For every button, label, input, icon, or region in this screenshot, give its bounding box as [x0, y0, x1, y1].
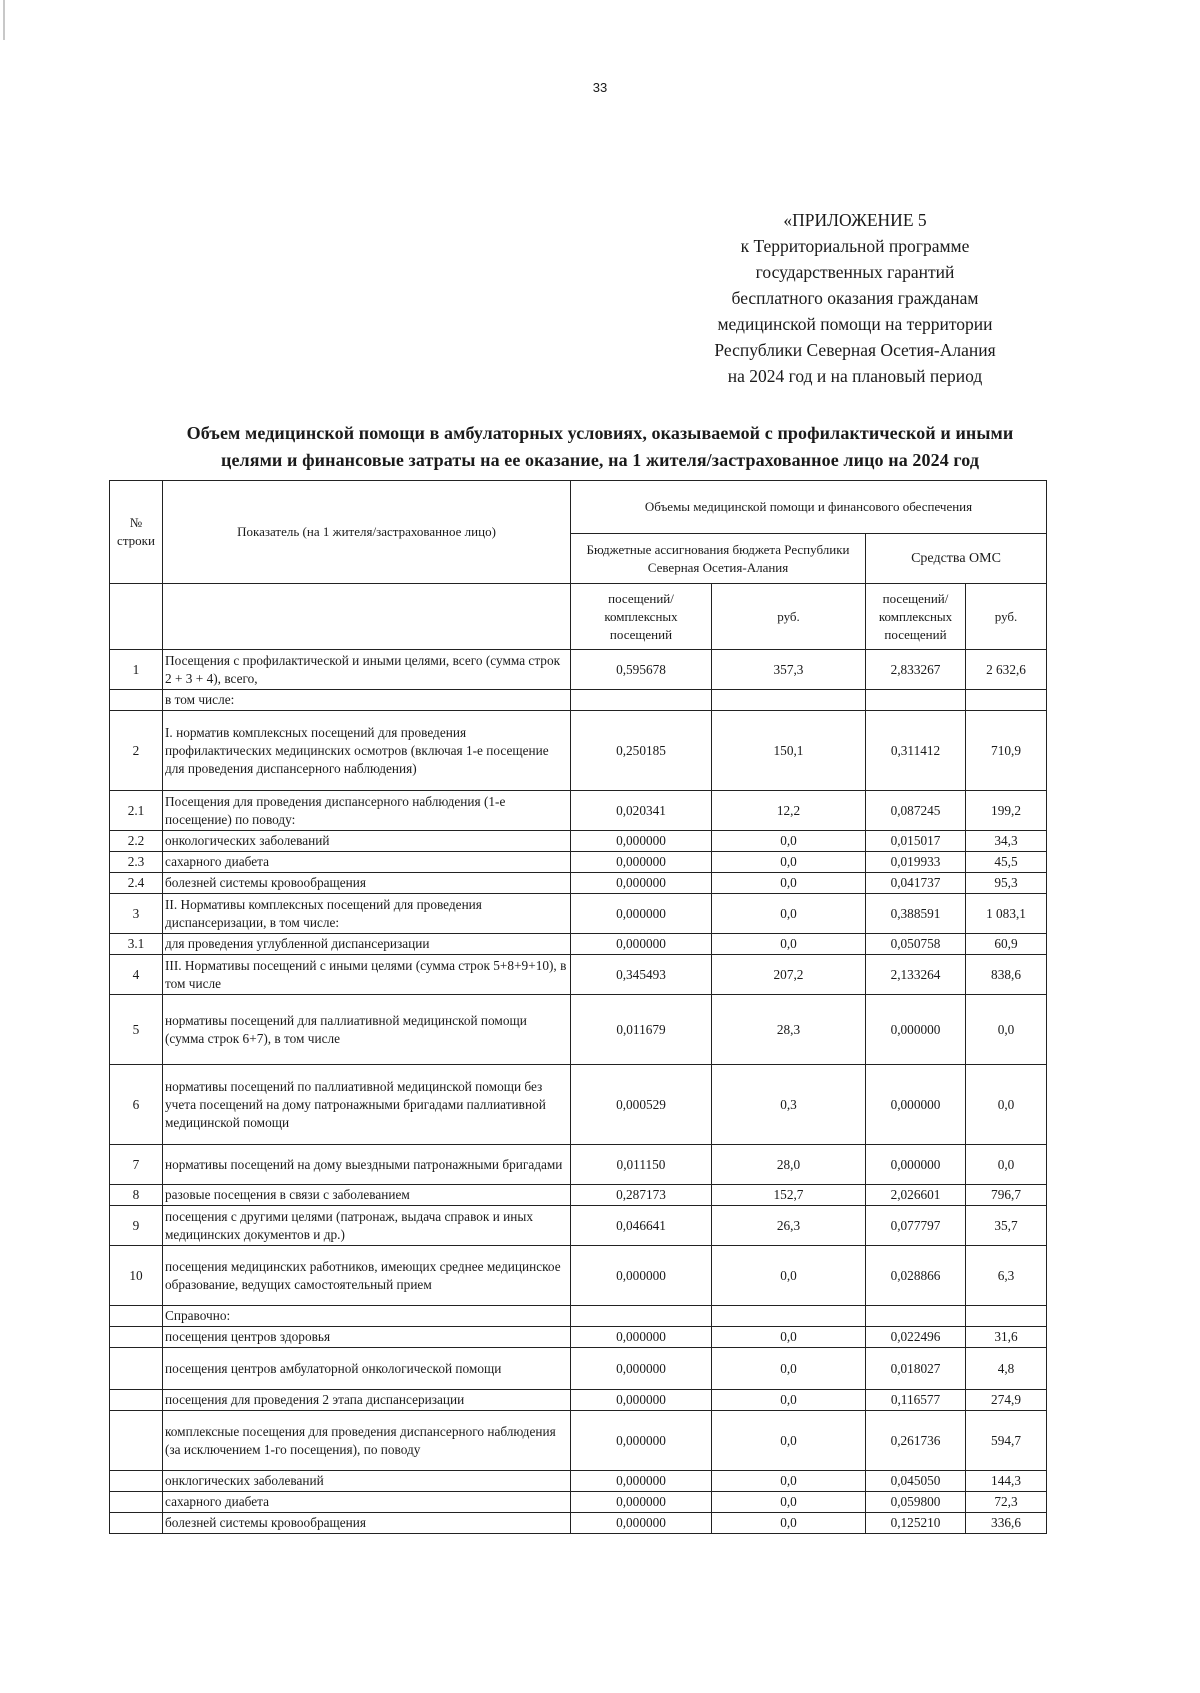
header-row-no: № строки: [110, 481, 163, 584]
row-budget-visits: 0,345493: [571, 955, 712, 995]
table-row: [110, 1065, 1047, 1145]
row-number: 2.2: [110, 831, 163, 852]
row-budget-visits: 0,020341: [571, 791, 712, 831]
row-oms-rub: 60,9: [966, 934, 1047, 955]
row-oms-visits: 0,019933: [866, 852, 966, 873]
row-indicator: Посещения с профилактической и иными целями, всего (сумма строк 2 + 3 + 4), всего,: [163, 650, 571, 690]
row-indicator: нормативы посещений на дому выездными патронажными бригадами: [163, 1145, 571, 1185]
row-indicator: сахарного диабета: [163, 852, 571, 873]
row-oms-visits: 0,041737: [866, 873, 966, 894]
appendix-line: медицинской помощи на территории: [717, 314, 993, 334]
table-row: [110, 1145, 1047, 1185]
row-number: 4: [110, 955, 163, 995]
volumes-table: [109, 480, 1047, 1534]
row-oms-visits: 0,388591: [866, 894, 966, 934]
row-indicator: I. норматив комплексных посещений для проведения профилактических медицинских осмотров (включая 1-е посещение для проведения диспансерного наблюдения): [163, 711, 571, 791]
row-number: 5: [110, 995, 163, 1065]
row-budget-visits: 0,011679: [571, 995, 712, 1065]
title-line: целями и финансовые затраты на ее оказание, на 1 жителя/застрахованное лицо на 2024 год: [220, 450, 980, 470]
row-indicator: посещения центров амбулаторной онкологической помощи: [163, 1348, 571, 1390]
row-indicator: посещения для проведения 2 этапа диспансеризации: [163, 1390, 571, 1411]
table-row: [110, 1492, 1047, 1513]
row-number: 2.1: [110, 791, 163, 831]
row-oms-visits: 0,261736: [866, 1411, 966, 1471]
row-indicator: нормативы посещений по паллиативной медицинской помощи без учета посещений на дому патронажными бригадами паллиативной медицинской помощи: [163, 1065, 571, 1145]
row-oms-visits: [866, 1306, 966, 1327]
appendix-line: на 2024 год и на плановый период: [727, 366, 983, 386]
table-row: [110, 690, 1047, 711]
row-indicator: Справочно:: [163, 1306, 571, 1327]
row-number: [110, 1513, 163, 1534]
row-budget-rub: 152,7: [712, 1185, 866, 1206]
appendix-line: бесплатного оказания гражданам: [731, 288, 979, 308]
row-oms-rub: [966, 690, 1047, 711]
row-budget-visits: 0,000000: [571, 831, 712, 852]
scan-edge-mark: [3, 0, 5, 40]
row-oms-rub: 710,9: [966, 711, 1047, 791]
row-budget-rub: 0,0: [712, 1246, 866, 1306]
row-oms-visits: 0,022496: [866, 1327, 966, 1348]
table-row: [110, 1206, 1047, 1246]
row-budget-visits: 0,000000: [571, 1348, 712, 1390]
row-number: [110, 1348, 163, 1390]
row-oms-visits: 0,000000: [866, 1145, 966, 1185]
table-row: [110, 873, 1047, 894]
row-oms-rub: [966, 1306, 1047, 1327]
row-oms-visits: 0,028866: [866, 1246, 966, 1306]
row-number: [110, 690, 163, 711]
row-oms-rub: 0,0: [966, 1065, 1047, 1145]
row-oms-rub: 144,3: [966, 1471, 1047, 1492]
row-oms-rub: 594,7: [966, 1411, 1047, 1471]
row-indicator: II. Нормативы комплексных посещений для проведения диспансеризации, в том числе:: [163, 894, 571, 934]
row-oms-visits: 2,133264: [866, 955, 966, 995]
row-budget-rub: 0,0: [712, 1348, 866, 1390]
row-oms-visits: 2,026601: [866, 1185, 966, 1206]
table-row: [110, 1348, 1047, 1390]
row-indicator: болезней системы кровообращения: [163, 873, 571, 894]
row-budget-visits: 0,000000: [571, 1246, 712, 1306]
row-indicator: сахарного диабета: [163, 1492, 571, 1513]
row-number: 6: [110, 1065, 163, 1145]
row-number: [110, 1306, 163, 1327]
row-budget-rub: [712, 690, 866, 711]
row-budget-visits: 0,000000: [571, 1471, 712, 1492]
header-budget-rub: руб.: [712, 584, 866, 650]
row-oms-rub: 4,8: [966, 1348, 1047, 1390]
row-budget-rub: 0,0: [712, 1513, 866, 1534]
row-budget-rub: [712, 1306, 866, 1327]
row-budget-rub: 0,0: [712, 934, 866, 955]
row-budget-visits: 0,250185: [571, 711, 712, 791]
row-budget-rub: 0,0: [712, 1390, 866, 1411]
header-budget-visits: посещений/комплексных посещений: [571, 584, 712, 650]
table-row: [110, 1327, 1047, 1348]
row-budget-rub: 28,0: [712, 1145, 866, 1185]
row-oms-visits: 0,311412: [866, 711, 966, 791]
table-row: [110, 1411, 1047, 1471]
row-oms-visits: 0,077797: [866, 1206, 966, 1246]
row-budget-rub: 0,0: [712, 873, 866, 894]
header-row-3: [110, 584, 1047, 650]
row-budget-rub: 0,0: [712, 1411, 866, 1471]
row-budget-visits: 0,000000: [571, 1327, 712, 1348]
row-budget-rub: 26,3: [712, 1206, 866, 1246]
row-budget-rub: 0,0: [712, 831, 866, 852]
row-oms-rub: 34,3: [966, 831, 1047, 852]
header-volumes-group: Объемы медицинской помощи и финансового обеспечения: [571, 481, 1047, 534]
row-oms-visits: 0,050758: [866, 934, 966, 955]
table-row: [110, 1513, 1047, 1534]
row-number: [110, 1471, 163, 1492]
table-row: [110, 955, 1047, 995]
table-row: [110, 1390, 1047, 1411]
row-budget-visits: 0,000000: [571, 852, 712, 873]
row-indicator: для проведения углубленной диспансеризации: [163, 934, 571, 955]
table-row: [110, 1246, 1047, 1306]
row-oms-rub: 95,3: [966, 873, 1047, 894]
header-budget-group: Бюджетные ассигнования бюджета Республики Северная Осетия-Алания: [571, 534, 866, 584]
row-oms-visits: 0,087245: [866, 791, 966, 831]
row-indicator: онкологических заболеваний: [163, 831, 571, 852]
row-budget-visits: 0,000000: [571, 873, 712, 894]
row-number: 3: [110, 894, 163, 934]
row-number: 10: [110, 1246, 163, 1306]
row-number: 2.3: [110, 852, 163, 873]
row-number: [110, 1390, 163, 1411]
row-oms-visits: 0,015017: [866, 831, 966, 852]
row-number: 7: [110, 1145, 163, 1185]
row-budget-visits: 0,287173: [571, 1185, 712, 1206]
document-title: [90, 420, 1110, 474]
row-budget-visits: 0,000000: [571, 934, 712, 955]
row-number: 3.1: [110, 934, 163, 955]
header-indicator-label: Показатель (на 1 жителя/застрахованное лицо): [237, 524, 496, 539]
row-budget-rub: 28,3: [712, 995, 866, 1065]
table-row: [110, 650, 1047, 690]
header-row-1: [110, 481, 1047, 534]
row-indicator: посещения с другими целями (патронаж, выдача справок и иных медицинских документов и др.): [163, 1206, 571, 1246]
row-indicator: нормативы посещений для паллиативной медицинской помощи (сумма строк 6+7), в том числе: [163, 995, 571, 1065]
row-oms-visits: 0,000000: [866, 995, 966, 1065]
row-budget-visits: [571, 1306, 712, 1327]
row-indicator: онклогических заболеваний: [163, 1471, 571, 1492]
row-number: [110, 1411, 163, 1471]
row-number: 2.4: [110, 873, 163, 894]
row-oms-visits: 0,018027: [866, 1348, 966, 1390]
row-budget-visits: 0,000000: [571, 1513, 712, 1534]
row-budget-visits: 0,000000: [571, 1390, 712, 1411]
header-indicator: [163, 481, 571, 584]
row-oms-rub: 796,7: [966, 1185, 1047, 1206]
appendix-header: [690, 207, 1020, 389]
row-budget-visits: 0,595678: [571, 650, 712, 690]
header-oms-group: Средства ОМС: [866, 534, 1047, 584]
row-budget-rub: 0,0: [712, 852, 866, 873]
header-empty-cell: [163, 584, 571, 650]
row-oms-rub: 31,6: [966, 1327, 1047, 1348]
row-oms-rub: 838,6: [966, 955, 1047, 995]
row-number: 2: [110, 711, 163, 791]
row-number: 1: [110, 650, 163, 690]
row-oms-visits: 2,833267: [866, 650, 966, 690]
row-indicator: комплексные посещения для проведения диспансерного наблюдения (за исключением 1-го посещения), по поводу: [163, 1411, 571, 1471]
row-number: [110, 1327, 163, 1348]
row-oms-rub: 72,3: [966, 1492, 1047, 1513]
header-empty-cell: [110, 584, 163, 650]
table-row: [110, 1471, 1047, 1492]
table-row: [110, 894, 1047, 934]
row-number: 9: [110, 1206, 163, 1246]
appendix-line: государственных гарантий: [755, 262, 955, 282]
row-budget-rub: 0,0: [712, 894, 866, 934]
table-row: [110, 831, 1047, 852]
row-oms-rub: 2 632,6: [966, 650, 1047, 690]
table-row: [110, 1185, 1047, 1206]
row-budget-visits: 0,000000: [571, 1411, 712, 1471]
appendix-line: Республики Северная Осетия-Алания: [714, 340, 996, 360]
row-oms-rub: 0,0: [966, 995, 1047, 1065]
row-oms-visits: 0,059800: [866, 1492, 966, 1513]
appendix-line: к Территориальной программе: [740, 236, 970, 256]
row-budget-rub: 150,1: [712, 711, 866, 791]
row-oms-visits: 0,116577: [866, 1390, 966, 1411]
row-oms-rub: 6,3: [966, 1246, 1047, 1306]
row-budget-rub: 0,0: [712, 1327, 866, 1348]
row-oms-visits: 0,000000: [866, 1065, 966, 1145]
row-indicator: Посещения для проведения диспансерного наблюдения (1-е посещение) по поводу:: [163, 791, 571, 831]
row-indicator: III. Нормативы посещений с иными целями (сумма строк 5+8+9+10), в том числе: [163, 955, 571, 995]
row-budget-rub: 0,0: [712, 1492, 866, 1513]
row-budget-visits: 0,000000: [571, 1492, 712, 1513]
header-oms-visits: посещений/комплексных посещений: [866, 584, 966, 650]
row-oms-rub: 45,5: [966, 852, 1047, 873]
row-budget-rub: 0,3: [712, 1065, 866, 1145]
table-row: [110, 995, 1047, 1065]
table-row: [110, 791, 1047, 831]
row-oms-visits: [866, 690, 966, 711]
row-oms-rub: 35,7: [966, 1206, 1047, 1246]
row-number: [110, 1492, 163, 1513]
row-oms-rub: 274,9: [966, 1390, 1047, 1411]
row-oms-visits: 0,045050: [866, 1471, 966, 1492]
row-budget-visits: 0,046641: [571, 1206, 712, 1246]
row-oms-rub: 1 083,1: [966, 894, 1047, 934]
page-number: 33: [592, 80, 608, 95]
row-budget-visits: 0,000529: [571, 1065, 712, 1145]
header-oms-rub: руб.: [966, 584, 1047, 650]
row-number: 8: [110, 1185, 163, 1206]
row-indicator: в том числе:: [163, 690, 571, 711]
row-budget-visits: 0,000000: [571, 894, 712, 934]
row-indicator: посещения медицинских работников, имеющих среднее медицинское образование, ведущих самостоятельный прием: [163, 1246, 571, 1306]
row-budget-rub: 0,0: [712, 1471, 866, 1492]
row-budget-rub: 12,2: [712, 791, 866, 831]
table-row: [110, 711, 1047, 791]
row-budget-rub: 357,3: [712, 650, 866, 690]
row-oms-rub: 199,2: [966, 791, 1047, 831]
appendix-line: «ПРИЛОЖЕНИЕ 5: [783, 210, 927, 230]
row-budget-visits: [571, 690, 712, 711]
row-indicator: разовые посещения в связи с заболеванием: [163, 1185, 571, 1206]
row-oms-rub: 0,0: [966, 1145, 1047, 1185]
row-budget-rub: 207,2: [712, 955, 866, 995]
row-indicator: болезней системы кровообращения: [163, 1513, 571, 1534]
title-line: Объем медицинской помощи в амбулаторных условиях, оказываемой с профилактической и иными: [186, 423, 1014, 443]
table-row: [110, 1306, 1047, 1327]
table-row: [110, 852, 1047, 873]
row-indicator: посещения центров здоровья: [163, 1327, 571, 1348]
table-row: [110, 934, 1047, 955]
row-budget-visits: 0,011150: [571, 1145, 712, 1185]
row-oms-visits: 0,125210: [866, 1513, 966, 1534]
row-oms-rub: 336,6: [966, 1513, 1047, 1534]
